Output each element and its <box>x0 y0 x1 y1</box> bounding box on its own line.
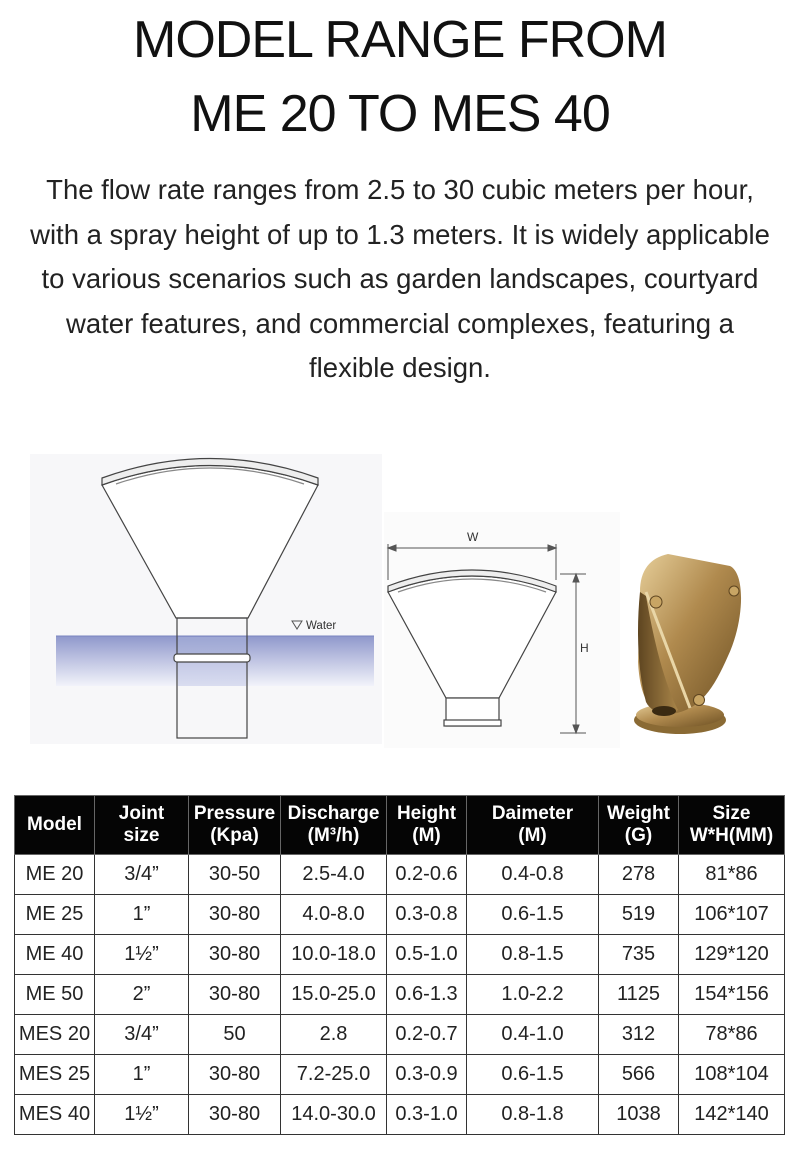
height-label: H <box>580 641 589 655</box>
cell-weight: 312 <box>599 1015 679 1055</box>
table-row <box>15 1015 785 1055</box>
cell-diameter: 0.4-1.0 <box>467 1015 599 1055</box>
nozzle-diagram <box>0 452 800 752</box>
cell-joint-size: 3/4” <box>95 855 189 895</box>
cell-height: 0.3-0.8 <box>387 895 467 935</box>
cell-weight: 566 <box>599 1055 679 1095</box>
cell-diameter: 1.0-2.2 <box>467 975 599 1015</box>
header-discharge: Discharge (M³/h) <box>281 796 387 855</box>
cell-pressure: 30-80 <box>189 935 281 975</box>
cell-diameter: 0.8-1.5 <box>467 935 599 975</box>
cell-joint-size: 1½” <box>95 935 189 975</box>
header-size: Size W*H(MM) <box>679 796 785 855</box>
cell-weight: 1038 <box>599 1095 679 1135</box>
cell-pressure: 30-50 <box>189 855 281 895</box>
header-joint-size: Joint size <box>95 796 189 855</box>
cell-diameter: 0.6-1.5 <box>467 895 599 935</box>
cell-size: 129*120 <box>679 935 785 975</box>
cell-size: 108*104 <box>679 1055 785 1095</box>
table-row <box>15 1095 785 1135</box>
table-row <box>15 895 785 935</box>
cell-discharge: 2.8 <box>281 1015 387 1055</box>
table-header-row <box>15 796 785 855</box>
cell-discharge: 10.0-18.0 <box>281 935 387 975</box>
cell-pressure: 50 <box>189 1015 281 1055</box>
cell-diameter: 0.8-1.8 <box>467 1095 599 1135</box>
cell-size: 142*140 <box>679 1095 785 1135</box>
product-description: The flow rate ranges from 2.5 to 30 cubic meters per hour, with a spray height of up to 1.3 meters. It is widely applicable to various scenarios such as garden landscapes, courtyard water features, and commercial complexes, featuring a flexible design. <box>30 174 770 384</box>
header-pressure: Pressure (Kpa) <box>189 796 281 855</box>
cell-weight: 1125 <box>599 975 679 1015</box>
cell-height: 0.6-1.3 <box>387 975 467 1015</box>
cell-diameter: 0.6-1.5 <box>467 1055 599 1095</box>
cell-height: 0.5-1.0 <box>387 935 467 975</box>
cell-pressure: 30-80 <box>189 975 281 1015</box>
table-row <box>15 975 785 1015</box>
cell-model: ME 25 <box>15 895 95 935</box>
cell-model: MES 20 <box>15 1015 95 1055</box>
cell-joint-size: 1½” <box>95 1095 189 1135</box>
table-row <box>15 1055 785 1095</box>
page-title-line-2: ME 20 TO MES 40 <box>190 85 610 143</box>
header-weight: Weight (G) <box>599 796 679 855</box>
cell-model: MES 25 <box>15 1055 95 1095</box>
cell-discharge: 4.0-8.0 <box>281 895 387 935</box>
cell-size: 78*86 <box>679 1015 785 1055</box>
cell-discharge: 7.2-25.0 <box>281 1055 387 1095</box>
cell-height: 0.3-0.9 <box>387 1055 467 1095</box>
bronze-nozzle-photo <box>634 554 741 734</box>
cell-weight: 519 <box>599 895 679 935</box>
cell-pressure: 30-80 <box>189 1095 281 1135</box>
cell-model: ME 20 <box>15 855 95 895</box>
cell-weight: 735 <box>599 935 679 975</box>
cell-size: 106*107 <box>679 895 785 935</box>
cell-height: 0.2-0.6 <box>387 855 467 895</box>
cell-size: 154*156 <box>679 975 785 1015</box>
cell-discharge: 2.5-4.0 <box>281 855 387 895</box>
cell-height: 0.3-1.0 <box>387 1095 467 1135</box>
header-model: Model <box>15 796 95 855</box>
cell-joint-size: 1” <box>95 1055 189 1095</box>
cell-joint-size: 2” <box>95 975 189 1015</box>
header-height: Height (M) <box>387 796 467 855</box>
page-title-line-1: MODEL RANGE FROM <box>133 11 667 69</box>
cell-joint-size: 1” <box>95 895 189 935</box>
cell-weight: 278 <box>599 855 679 895</box>
cell-discharge: 14.0-30.0 <box>281 1095 387 1135</box>
cell-model: ME 40 <box>15 935 95 975</box>
cell-height: 0.2-0.7 <box>387 1015 467 1055</box>
cell-pressure: 30-80 <box>189 895 281 935</box>
svg-text:Water: Water <box>306 620 337 632</box>
spec-table <box>14 795 785 1135</box>
cell-diameter: 0.4-0.8 <box>467 855 599 895</box>
table-row <box>15 935 785 975</box>
cell-size: 81*86 <box>679 855 785 895</box>
cell-joint-size: 3/4” <box>95 1015 189 1055</box>
cell-model: ME 50 <box>15 975 95 1015</box>
cell-pressure: 30-80 <box>189 1055 281 1095</box>
header-diameter: Daimeter (M) <box>467 796 599 855</box>
cell-model: MES 40 <box>15 1095 95 1135</box>
table-row <box>15 855 785 895</box>
cell-discharge: 15.0-25.0 <box>281 975 387 1015</box>
width-label: W <box>467 530 479 544</box>
